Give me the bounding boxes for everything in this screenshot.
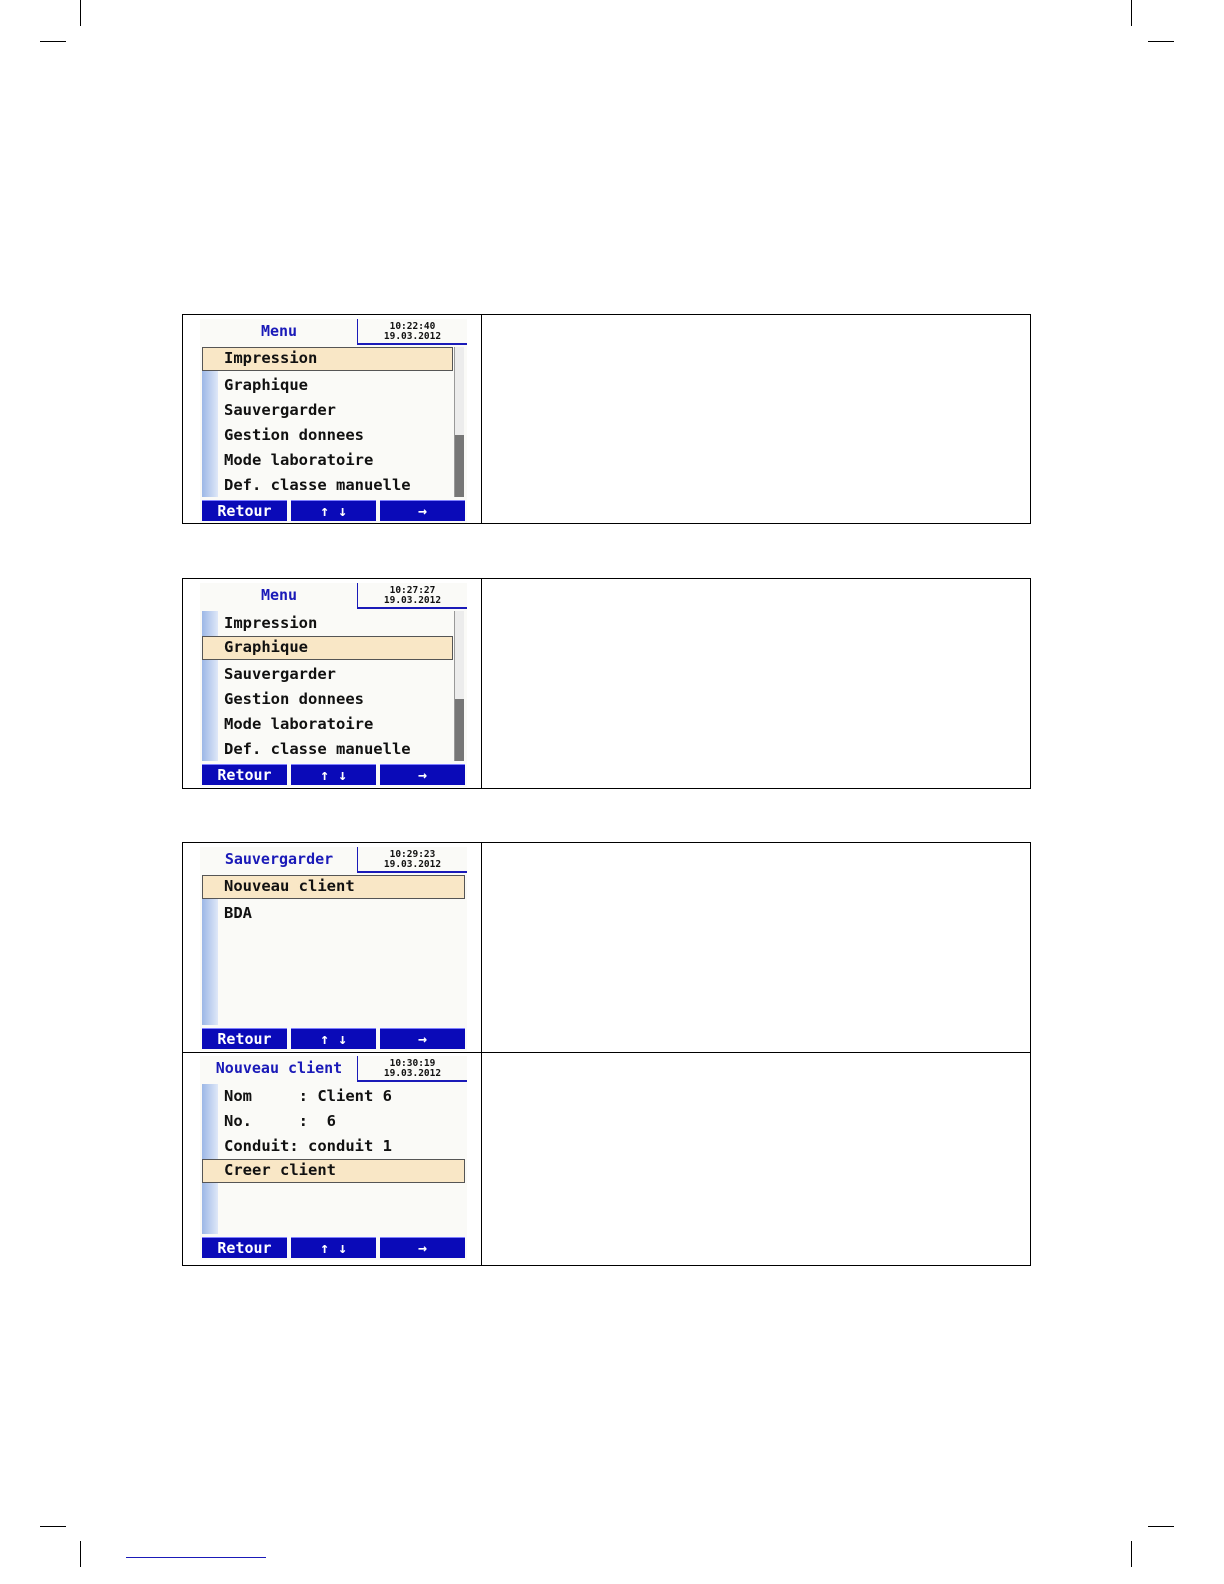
softkey-bar bbox=[202, 1028, 465, 1049]
scrollbar[interactable] bbox=[454, 611, 464, 761]
screen-title: Sauvergarder bbox=[224, 850, 334, 868]
menu-item[interactable]: Graphique bbox=[224, 376, 308, 394]
screen-title: Nouveau client bbox=[215, 1059, 343, 1077]
enter-button[interactable]: → bbox=[380, 1237, 465, 1258]
menu-item[interactable]: Sauvergarder bbox=[224, 665, 336, 683]
clock-display bbox=[357, 319, 467, 345]
screen-title: Menu bbox=[260, 322, 298, 340]
screen-title: Menu bbox=[260, 586, 298, 604]
menu-item[interactable]: Impression bbox=[224, 614, 318, 632]
clock-time: 10:27:27 bbox=[389, 585, 436, 596]
crop-mark bbox=[1131, 0, 1132, 26]
description-cell bbox=[483, 315, 1030, 523]
crop-mark bbox=[1148, 41, 1174, 42]
menu-list bbox=[200, 611, 467, 762]
device-screen bbox=[200, 319, 467, 523]
menu-item[interactable]: Sauvergarder bbox=[224, 401, 336, 419]
menu-item[interactable]: Impression bbox=[202, 347, 453, 371]
description-cell bbox=[483, 843, 1030, 1053]
menu-list bbox=[200, 875, 467, 926]
scrollbar-thumb[interactable] bbox=[455, 435, 464, 497]
table-row bbox=[182, 842, 1031, 1053]
column-divider bbox=[481, 579, 482, 788]
clock-date: 19.03.2012 bbox=[383, 859, 442, 870]
form-list bbox=[200, 1084, 467, 1185]
back-button[interactable]: Retour bbox=[202, 1028, 287, 1049]
enter-button[interactable]: → bbox=[380, 1028, 465, 1049]
name-field[interactable]: Nom : Client 6 bbox=[224, 1087, 392, 1105]
menu-item[interactable]: Mode laboratoire bbox=[224, 715, 374, 733]
enter-button[interactable]: → bbox=[380, 764, 465, 785]
description-cell bbox=[483, 579, 1030, 788]
number-field[interactable]: No. : 6 bbox=[224, 1112, 336, 1130]
clock-display bbox=[357, 1056, 467, 1082]
table-row bbox=[182, 578, 1031, 789]
menu-item[interactable]: Nouveau client bbox=[202, 875, 465, 899]
device-screen bbox=[200, 583, 467, 787]
column-divider bbox=[481, 843, 482, 1053]
clock-display bbox=[357, 847, 467, 873]
table-row bbox=[182, 1052, 1031, 1266]
crop-mark bbox=[40, 41, 66, 42]
softkey-bar bbox=[202, 500, 465, 521]
up-down-button[interactable]: ↑ ↓ bbox=[291, 764, 376, 785]
clock-date: 19.03.2012 bbox=[383, 331, 442, 342]
back-button[interactable]: Retour bbox=[202, 1237, 287, 1258]
footer-rule bbox=[126, 1557, 266, 1558]
scrollbar-thumb[interactable] bbox=[455, 699, 464, 761]
menu-item[interactable]: Gestion donnees bbox=[224, 426, 364, 444]
clock-time: 10:30:19 bbox=[389, 1058, 436, 1069]
crop-mark bbox=[80, 1541, 81, 1567]
enter-button[interactable]: → bbox=[380, 500, 465, 521]
up-down-button[interactable]: ↑ ↓ bbox=[291, 1028, 376, 1049]
crop-mark bbox=[80, 0, 81, 26]
back-button[interactable]: Retour bbox=[202, 764, 287, 785]
clock-time: 10:29:23 bbox=[389, 849, 436, 860]
table-row bbox=[182, 314, 1031, 524]
menu-item[interactable]: Def. classe manuelle bbox=[224, 740, 411, 758]
duct-field[interactable]: Conduit: conduit 1 bbox=[224, 1137, 392, 1155]
menu-item[interactable]: BDA bbox=[224, 904, 252, 922]
crop-mark bbox=[1148, 1526, 1174, 1527]
menu-item[interactable]: Mode laboratoire bbox=[224, 451, 374, 469]
scrollbar[interactable] bbox=[454, 347, 464, 497]
column-divider bbox=[481, 1053, 482, 1265]
device-screen bbox=[200, 1056, 467, 1260]
up-down-button[interactable]: ↑ ↓ bbox=[291, 1237, 376, 1258]
crop-mark bbox=[1131, 1541, 1132, 1567]
device-screen bbox=[200, 847, 467, 1051]
clock-date: 19.03.2012 bbox=[383, 595, 442, 606]
menu-list bbox=[200, 347, 467, 498]
back-button[interactable]: Retour bbox=[202, 500, 287, 521]
menu-item[interactable]: Gestion donnees bbox=[224, 690, 364, 708]
description-cell bbox=[483, 1053, 1030, 1265]
clock-time: 10:22:40 bbox=[389, 321, 436, 332]
softkey-bar bbox=[202, 764, 465, 785]
clock-display bbox=[357, 583, 467, 609]
crop-mark bbox=[40, 1526, 66, 1527]
create-client-item[interactable]: Creer client bbox=[202, 1159, 465, 1183]
menu-item[interactable]: Def. classe manuelle bbox=[224, 476, 411, 494]
clock-date: 19.03.2012 bbox=[383, 1068, 442, 1079]
softkey-bar bbox=[202, 1237, 465, 1258]
up-down-button[interactable]: ↑ ↓ bbox=[291, 500, 376, 521]
column-divider bbox=[481, 315, 482, 523]
menu-item[interactable]: Graphique bbox=[202, 636, 453, 660]
